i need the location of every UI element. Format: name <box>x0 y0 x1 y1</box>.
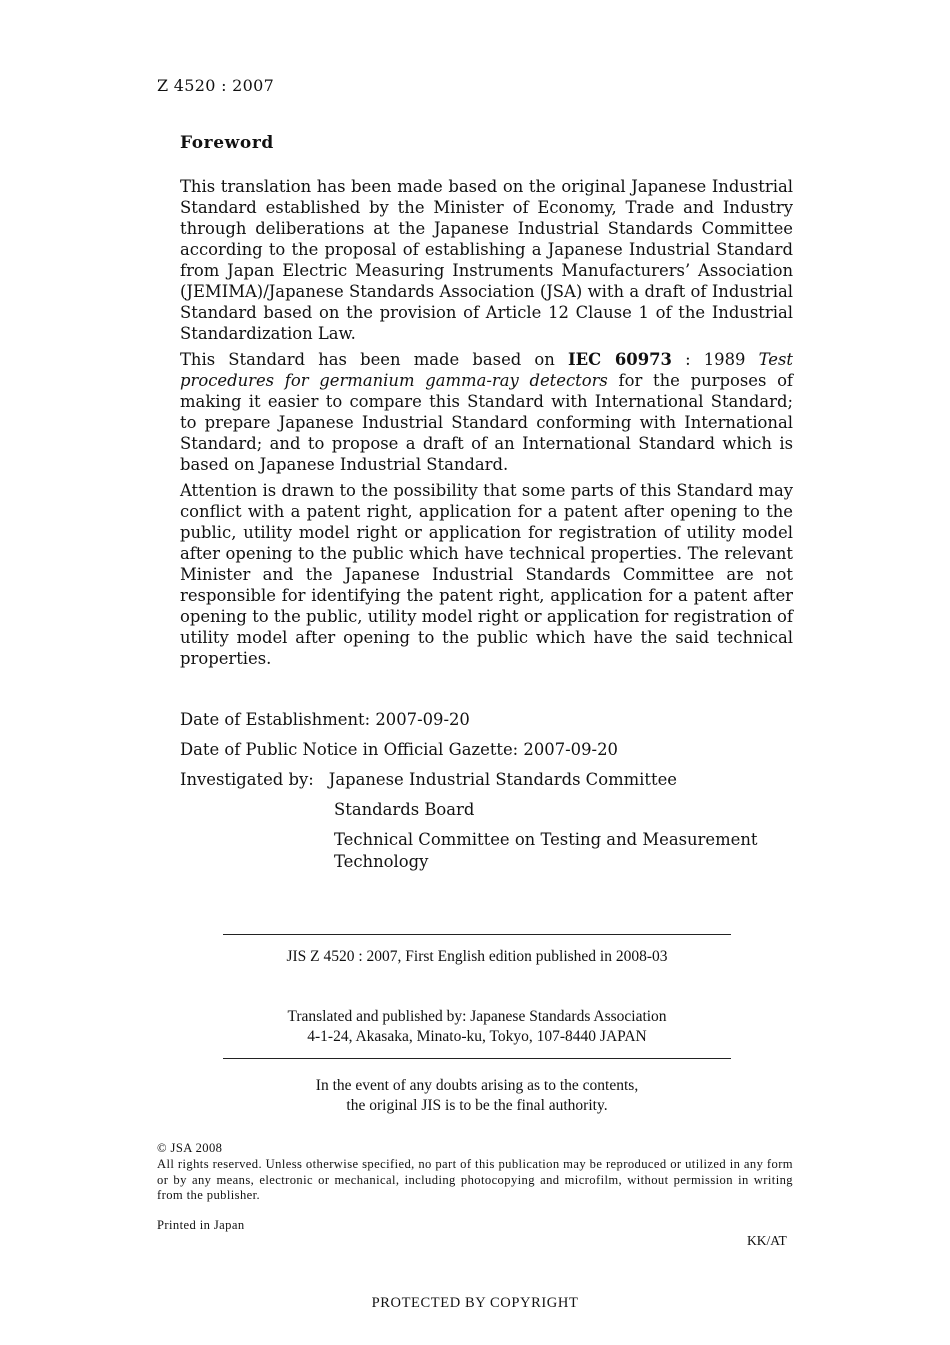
authority-line-2: the original JIS is to be the final authority. <box>346 1097 608 1114</box>
protected-footer: PROTECTED BY COPYRIGHT <box>371 1295 579 1311</box>
investigated-by <box>180 769 677 791</box>
publisher-line-1: Translated and published by: Japanese Standards Association <box>287 1008 667 1025</box>
rights-statement: All rights reserved. Unless otherwise specified, no part of this publication may be reproduced or utilized in any form or by any means, electronic or mechanical, including photocopying and microfilm, without permission in writing from the publisher. <box>157 1157 793 1202</box>
document-code: KK/AT <box>747 1233 787 1248</box>
divider-top <box>223 934 731 935</box>
authority-note <box>223 1076 731 1116</box>
edition-statement: JIS Z 4520 : 2007, First English edition published in 2008-03 <box>286 948 668 965</box>
foreword-paragraph-2 <box>180 349 793 475</box>
foreword-paragraph-1: This translation has been made based on the original Japanese Industrial Standard established by the Minister of Economy, Trade and Industry through deliberations at the Japanese Industrial Standards Committee according to the proposal of establishing a Japanese Industrial Standard from Japan Electric Measuring Instruments Manufacturers’ Association (JEMIMA)/Japanese Standards Association (JSA) with a draft of Industrial Standard based on the provision of Article 12 Clause 1 of the Industrial Standardization Law. <box>180 177 793 343</box>
paragraph-text: : 1989 <box>671 350 759 369</box>
copyright-notice: © JSA 2008 <box>157 1141 223 1155</box>
printed-in: Printed in Japan <box>157 1218 245 1232</box>
standard-reference: IEC 60973 <box>568 350 672 369</box>
publisher-address: 4-1-24, Akasaka, Minato-ku, Tokyo, 107-8440 JAPAN <box>307 1028 647 1045</box>
investigated-by-board: Standards Board <box>334 800 475 819</box>
authority-line-1: In the event of any doubts arising as to the contents, <box>315 1077 639 1094</box>
section-heading: Foreword <box>180 133 274 153</box>
standard-title: Test procedures for germanium gamma-ray detectors <box>180 350 793 390</box>
paragraph-text: This Standard has been made based on <box>180 350 569 369</box>
publisher-info <box>223 1007 731 1047</box>
date-of-establishment: Date of Establishment: 2007-09-20 <box>180 710 470 729</box>
paragraph-text: for the purposes of making it easier to compare this Standard with International Standard; to prepare Japanese Industrial Standard conforming with International Standard; and to propose a draft of an International Standard which is based on Japanese Industrial Standard. <box>180 371 793 474</box>
investigated-by-committee: Japanese Industrial Standards Committee <box>328 770 677 789</box>
foreword-paragraph-3: Attention is drawn to the possibility that some parts of this Standard may conflict with a patent right, application for a patent after opening to the public, utility model right or application for registration of utility model after opening to the public which have technical properties. The relevant Minister and the Japanese Industrial Standards Committee are not responsible for identifying the patent right, application for a patent after opening to the public, utility model right or application for registration of utility model after opening to the public which have the said technical properties. <box>180 481 793 668</box>
investigated-by-technical-committee: Technical Committee on Testing and Measurement Technology <box>334 830 758 871</box>
investigated-by-label: Investigated by: <box>180 770 314 789</box>
date-of-public-notice: Date of Public Notice in Official Gazette: 2007-09-20 <box>180 740 618 759</box>
document-header: Z 4520 : 2007 <box>157 76 275 95</box>
divider-bottom <box>223 1058 731 1059</box>
